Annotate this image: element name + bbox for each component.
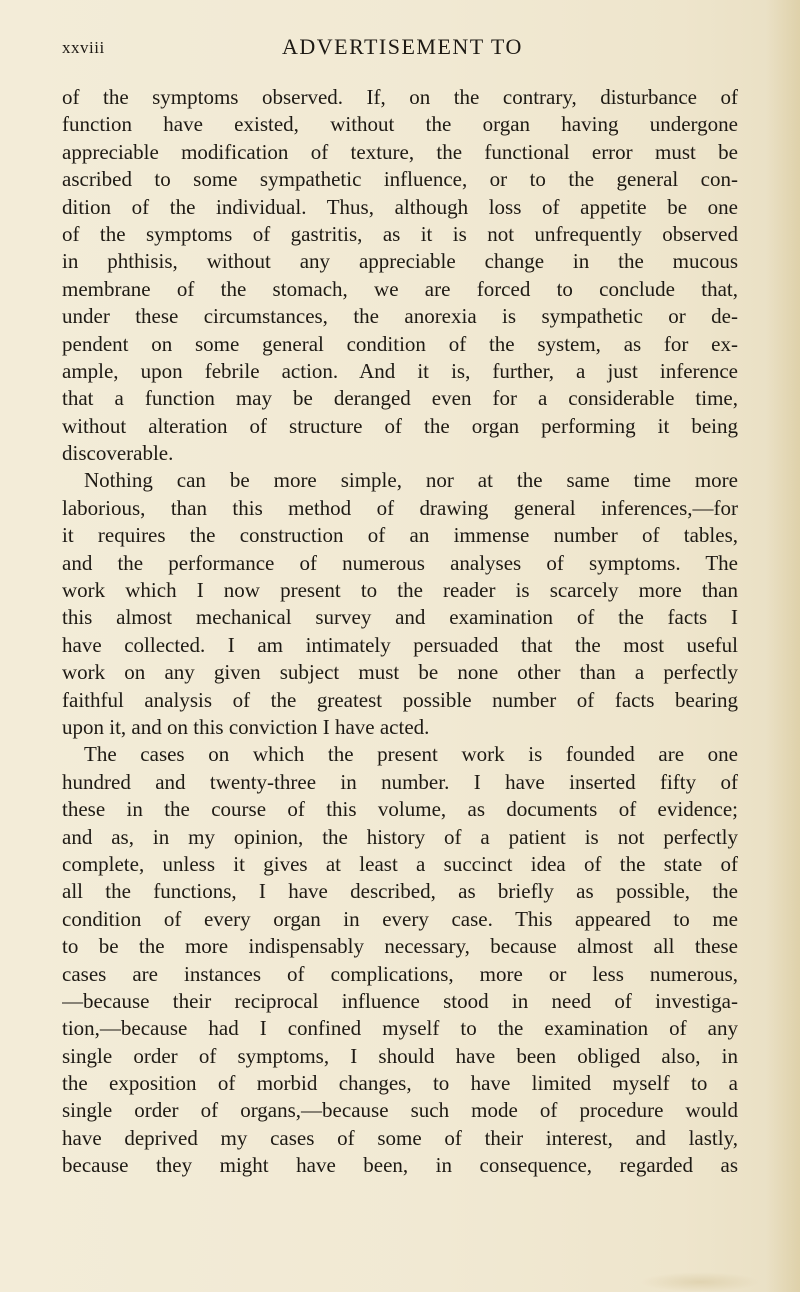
- text-line: ascribed to some sympathetic influence, or to the general con-: [62, 167, 738, 192]
- text-line: that a function may be deranged even for a considerable time,: [62, 386, 738, 411]
- text-line: The cases on which the present work is founded are one: [84, 742, 738, 767]
- text-line: laborious, than this method of drawing general inferences,—for: [62, 495, 738, 520]
- paper-stain: [640, 1272, 760, 1292]
- text-line: without alteration of structure of the organ performing it being: [62, 413, 738, 438]
- text-line: these in the course of this volume, as documents of evidence;: [62, 797, 738, 822]
- text-line: have deprived my cases of some of their interest, and lastly,: [62, 1125, 738, 1150]
- text-line: membrane of the stomach, we are forced to conclude that,: [62, 276, 738, 301]
- text-line: tion,—because had I confined myself to the examination of any: [62, 1016, 738, 1041]
- text-line: hundred and twenty-three in number. I have inserted fifty of: [62, 769, 738, 794]
- text-line: all the functions, I have described, as briefly as possible, the: [62, 879, 738, 904]
- paragraph: [62, 741, 738, 1179]
- text-line: —because their reciprocal influence stood in need of investiga-: [62, 988, 738, 1013]
- text-line: pendent on some general condition of the system, as for ex-: [62, 331, 738, 356]
- text-line: cases are instances of complications, more or less numerous,: [62, 961, 738, 986]
- page-number: xxviii: [62, 38, 105, 57]
- text-line: single order of organs,—because such mode of procedure would: [62, 1098, 738, 1123]
- text-line: in phthisis, without any appreciable change in the mucous: [62, 249, 738, 274]
- text-line: the exposition of morbid changes, to have limited myself to a: [62, 1071, 738, 1096]
- text-line: Nothing can be more simple, nor at the same time more: [84, 468, 738, 493]
- page-header: [62, 34, 742, 64]
- text-line: dition of the individual. Thus, although loss of appetite be one: [62, 194, 738, 219]
- running-head: ADVERTISEMENT TO: [282, 34, 523, 59]
- text-line: condition of every organ in every case. This appeared to me: [62, 906, 738, 931]
- text-line: complete, unless it gives at least a succinct idea of the state of: [62, 851, 738, 876]
- text-line: this almost mechanical survey and examination of the facts I: [62, 605, 738, 630]
- paragraph: [62, 467, 738, 741]
- text-line: under these circumstances, the anorexia is sympathetic or de-: [62, 304, 738, 329]
- text-line: appreciable modification of texture, the functional error must be: [62, 139, 738, 164]
- body-text: [62, 84, 738, 1180]
- text-line: of the symptoms observed. If, on the contrary, disturbance of: [62, 85, 738, 109]
- text-line: single order of symptoms, I should have been obliged also, in: [62, 1043, 738, 1068]
- text-line: ample, upon febrile action. And it is, further, a just inference: [62, 358, 738, 383]
- text-line: work which I now present to the reader is scarcely more than: [62, 578, 738, 603]
- text-line: to be the more indispensably necessary, because almost all these: [62, 934, 738, 959]
- page-edge-shadow: [766, 0, 800, 1292]
- text-line: because they might have been, in consequence, regarded as: [62, 1153, 738, 1178]
- text-line: faithful analysis of the greatest possible number of facts bearing: [62, 687, 738, 712]
- text-line: function have existed, without the organ having undergone: [62, 112, 738, 137]
- paragraph: [62, 84, 738, 467]
- text-line: have collected. I am intimately persuaded that the most useful: [62, 632, 738, 657]
- text-line: and as, in my opinion, the history of a patient is not perfectly: [62, 824, 738, 849]
- text-line: it requires the construction of an immense number of tables,: [62, 523, 738, 548]
- text-line: discoverable.: [62, 441, 174, 466]
- text-line: work on any given subject must be none other than a perfectly: [62, 660, 738, 685]
- text-line: upon it, and on this conviction I have acted.: [62, 714, 430, 739]
- text-line: of the symptoms of gastritis, as it is not unfrequently observed: [62, 221, 738, 246]
- text-line: and the performance of numerous analyses of symptoms. The: [62, 550, 738, 575]
